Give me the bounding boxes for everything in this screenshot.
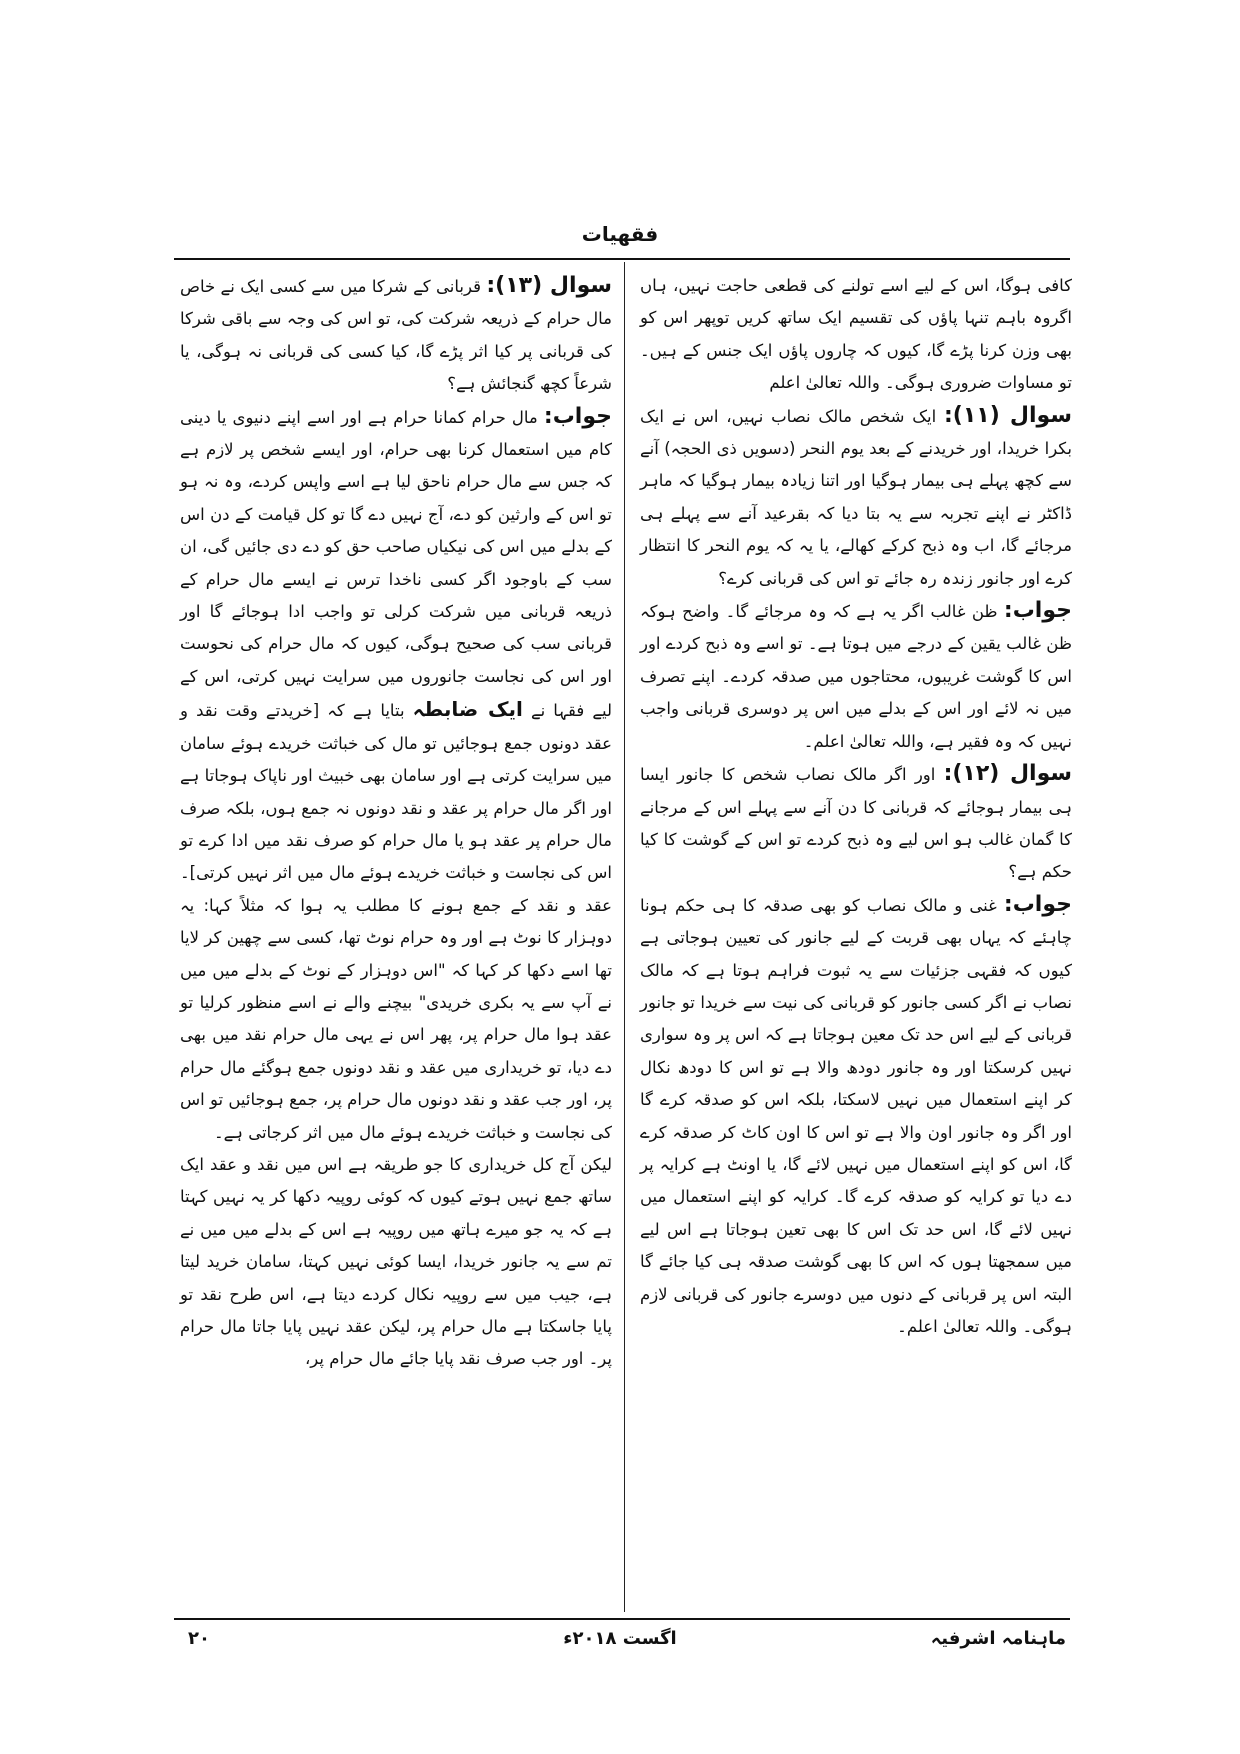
question-13: سوال (۱۳): قربانی کے شرکا میں سے کسی ایک نے خاص مال حرام کے ذریعہ شرکت کی، تو اس کی وجہ سے باقی شرکا کی قربانی پر کیا اثر پڑے گا، کیا کسی کی قربانی نہ ہوگی، یا شرعاً کچھ گنجائش ہے؟ [180, 273, 612, 394]
question-heading: سوال (۱۲): [943, 761, 1073, 787]
question-heading: سوال (۱۱): [943, 402, 1072, 428]
answer-13: جواب: مال حرام کمانا حرام ہے اور اسے اپنے دنیوی یا دینی کام میں استعمال کرنا بھی حرام، اور ایسے شخص پر لازم ہے کہ جس سے مال حرام ناحق لیا ہے اسے واپس کردے، وہ نہ ہو تو اس کے وارثین کو دے، آج نہیں دے گا تو کل قیامت کے دن اس کے بدلے میں اس کی نیکیاں صاحب حق کو دے دی جائیں گی، ان سب کے باوجود اگر کسی ناخدا ترس نے ایسے مال حرام کے ذریعہ قربانی میں شرکت کرلی تو واجب ادا ہوجائے گا اور قربانی سب کی صحیح ہوگی، کیوں کہ مال حرام کی نحوست اور اس کی نجاست جانوروں میں سرایت نہیں کرتی، اس کے لیے فقہا نے ایک ضابطہ بتایا ہے کہ [خریدتے وقت نقد و عقد دونوں جمع ہوجائیں تو مال کی خباثت خریدے ہوئے سامان میں سرایت کرتی ہے اور سامان بھی خبیث اور ناپاک ہوجاتا ہے اور اگر مال حرام پر عقد و نقد دونوں نہ جمع ہوں، بلکہ صرف مال حرام پر عقد ہو یا مال حرام کو صرف نقد میں ادا کرے تو اس کی نجاست و خباثت خریدے ہوئے مال میں اثر نہیں کرتی]۔ عقد و نقد کے جمع ہونے کا مطلب یہ ہوا کہ مثلاً کہا: یہ دوہزار کا نوٹ ہے اور وہ حرام نوٹ تھا، کسی سے چھین کر لایا تھا اسے دکھا کر کہا کہ "اس دوہزار کے نوٹ کے بدلے میں میں نے آپ سے یہ بکری خریدی" بیچنے والے نے اسے منظور کرلیا تو عقد ہوا مال حرام پر، پھر اس نے یہی مال حرام نقد میں بھی دے دیا، تو خریداری میں عقد و نقد دونوں جمع ہوگئے مال حرام پر، اور جب عقد و نقد دونوں مال حرام پر، جمع ہوجائیں تو اس کی نجاست و خباثت خریدے ہوئے مال میں اثر کرجاتی ہے۔ [180, 403, 613, 1142]
answer-12: جواب: غنی و مالک نصاب کو بھی صدقہ کا ہی حکم ہونا چاہئے کہ یہاں بھی قربت کے لیے جانور کی تعیین ہوجاتی ہے کیوں کہ فقہی جزئیات سے یہ ثبوت فراہم ہوتا ہے کہ مالک نصاب نے اگر کسی جانور کو قربانی کی نیت سے خریدا تو جانور قربانی کے لیے اس حد تک معین ہوجاتا ہے کہ اس پر وہ سواری نہیں کرسکتا اور وہ جانور دودھ والا ہے تو اس کا دودھ نکال کر اپنے استعمال میں نہیں لاسکتا، بلکہ اس کو صدقہ کرے گا اور اگر وہ جانور اون والا ہے تو اس کا اون کاٹ کر صدقہ کرے گا، اس کو اپنے استعمال میں نہیں لائے گا، یا اونٹ ہے کرایہ پر دے دیا تو کرایہ کو صدقہ کرے گا۔ کرایہ کو اپنے استعمال میں نہیں لائے گا، اس حد تک اس کا بھی تعین ہوجاتا ہے اس لیے میں سمجھتا ہوں کہ اس کا بھی گوشت صدقہ ہی کیا جائے گا البتہ اس پر قربانی کے دنوں میں دوسرے جانور کی قربانی لازم ہوگی۔ واللہ تعالیٰ اعلم۔ [640, 891, 1072, 1336]
footer-rule [174, 1618, 1070, 1620]
right-column [640, 270, 1072, 1343]
question-heading: سوال (۱۳): [486, 273, 612, 298]
left-column [180, 270, 612, 1376]
paragraph: کافی ہوگا، اس کے لیے اسے تولنے کی قطعی حاجت نہیں، ہاں اگروہ باہم تنہا پاؤں کی تقسیم ایک ساتھ کریں توپھر اس کو بھی وزن کرنا پڑے گا، کیوں کہ چاروں پاؤں ایک جنس کے ہیں۔ تو مساوات ضروری ہوگی۔ واللہ تعالیٰ اعلم [640, 276, 1072, 393]
question-11: سوال (۱۱): ایک شخص مالک نصاب نہیں، اس نے ایک بکرا خریدا، اور خریدنے کے بعد یوم النحر (دسویں ذی الحجہ) آنے سے کچھ پہلے ہی بیمار ہوگیا اور اتنا زیادہ بیمار ہوگیا کہ ماہر ڈاکٹر نے اپنے تجربہ سے یہ بتا دیا کہ بقرعید آنے سے پہلے ہی مرجائے گا، اب وہ ذبح کرکے کھالے، یا یہ کہ یوم النحر کا انتظار کرے اور جانور زندہ رہ جائے تو اس کی قربانی کرے؟ [640, 402, 1072, 588]
column-divider [624, 262, 625, 1612]
page-number: ۲۰ [188, 1628, 210, 1649]
question-12: سوال (۱۲): اور اگر مالک نصاب شخص کا جانور ایسا ہی بیمار ہوجائے کہ قربانی کا دن آنے سے پہلے اس کے مرجانے کا گمان غالب ہو اس لیے وہ ذبح کردے تو اس کے گوشت کا کیا حکم ہے؟ [640, 761, 1073, 882]
issue-date: اگست ۲۰۱۸ء [563, 1628, 677, 1649]
header-rule [174, 258, 1070, 260]
paragraph: لیکن آج کل خریداری کا جو طریقہ ہے اس میں نقد و عقد ایک ساتھ جمع نہیں ہوتے کیوں کہ کوئی روپیہ دکھا کر یہ نہیں کہتا ہے کہ یہ جو میرے ہاتھ میں روپیہ ہے اس کے بدلے میں میں نے تم سے یہ جانور خریدا، ایسا کوئی نہیں کہتا، سامان خرید لیتا ہے، جیب میں سے روپیہ نکال کردے دیتا ہے، اس طرح نقد تو پایا جاسکتا ہے مال حرام پر، لیکن عقد نہیں پایا جاتا مال حرام پر۔ اور جب صرف نقد پایا جائے مال حرام پر، [180, 1154, 612, 1369]
answer-heading: جواب: [1003, 598, 1072, 624]
answer-11: جواب: ظن غالب اگر یہ ہے کہ وہ مرجائے گا۔ واضح ہوکہ ظن غالب یقین کے درجے میں ہوتا ہے۔ تو اسے وہ ذبح کردے اور اس کا گوشت غریبوں، محتاجوں میں صدقہ کردے۔ اپنے تصرف میں نہ لائے اور اس کے بدلے میں اس پر دوسری قربانی واجب نہیں کہ وہ فقیر ہے، واللہ تعالیٰ اعلم۔ [640, 598, 1072, 751]
running-header: فقهيات [581, 222, 659, 246]
emphasis-text: ایک ضابطہ [412, 697, 523, 722]
answer-heading: جواب: [1003, 891, 1072, 917]
journal-name: ماہنامہ اشرفیہ [930, 1628, 1066, 1649]
answer-heading: جواب: [543, 403, 612, 429]
